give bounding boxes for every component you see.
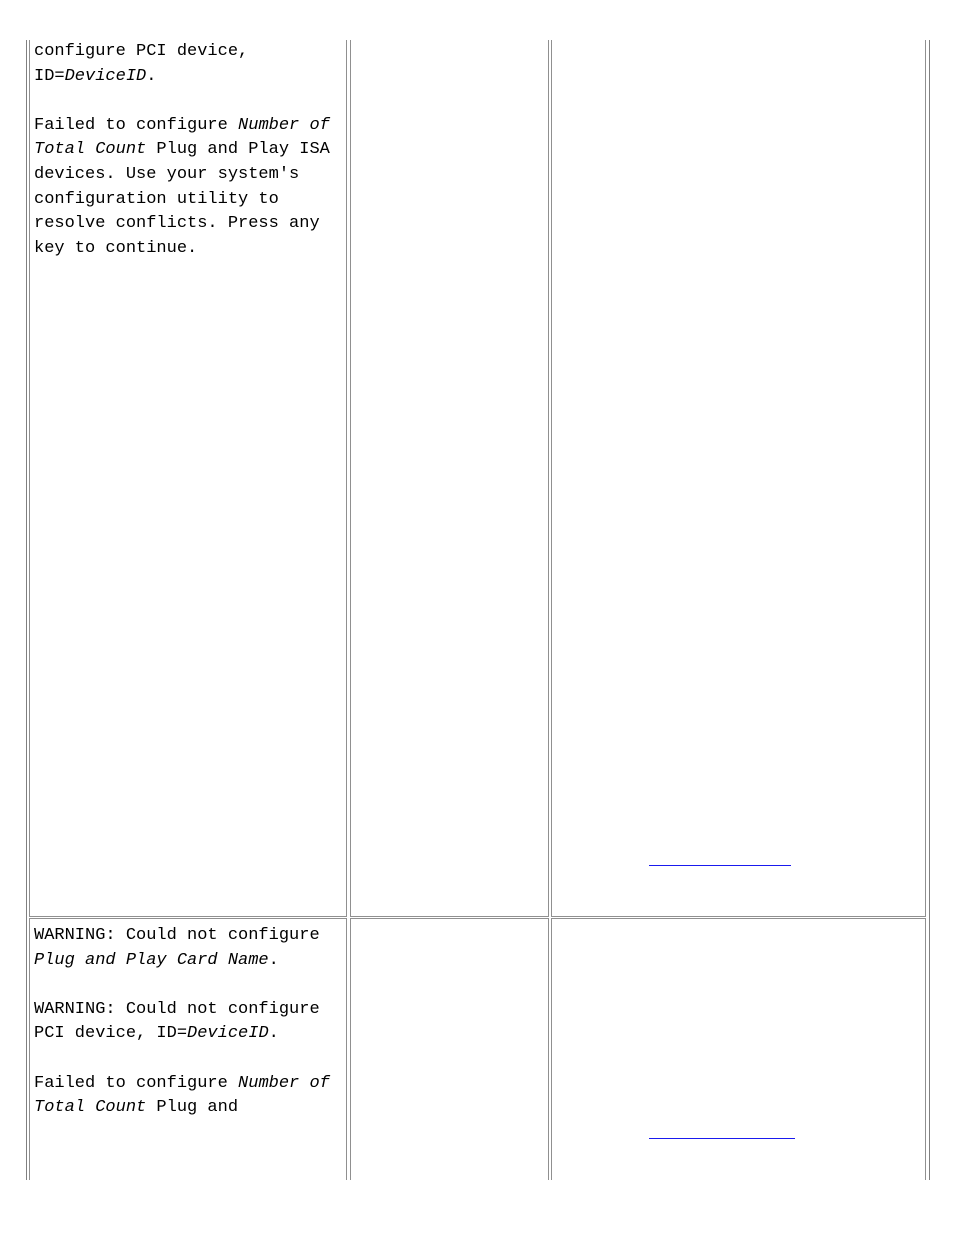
warn1-suffix: . bbox=[268, 950, 279, 970]
pci-id-variable: DeviceID bbox=[64, 66, 147, 86]
card-name-variable: Plug and Play Card Name bbox=[34, 950, 269, 970]
failed2-prefix: Failed to configure bbox=[34, 1073, 239, 1093]
row1-message-text bbox=[34, 40, 346, 261]
failed2-count-variable: Number of Total Count bbox=[34, 1073, 330, 1118]
warning-plug-and-play-message bbox=[34, 924, 346, 973]
failed-prefix: Failed to configure bbox=[34, 115, 239, 135]
pci-device-message bbox=[34, 40, 346, 89]
failed-rest: Plug and Play ISA devices. Use your system's configuration utility to resolve conflicts. Press any key to continue. bbox=[34, 140, 330, 258]
pci-id-suffix: . bbox=[146, 66, 157, 86]
row1-link[interactable] bbox=[649, 865, 791, 866]
table-cell-col3-row1 bbox=[551, 40, 926, 917]
warn2-prefix: WARNING: Could not configure PCI device, ID= bbox=[34, 999, 320, 1044]
warn2-suffix: . bbox=[268, 1024, 279, 1044]
table-cell-col3-row2 bbox=[551, 918, 926, 1180]
row2-link[interactable] bbox=[649, 1138, 795, 1139]
failed2-rest: Plug and bbox=[146, 1098, 239, 1118]
pci-line: configure PCI device, bbox=[34, 42, 249, 61]
table-cell-col2-row2 bbox=[350, 918, 549, 1180]
failed-configure-message bbox=[34, 114, 346, 262]
warning-pci-message bbox=[34, 998, 346, 1047]
warn1-prefix: WARNING: Could not configure bbox=[34, 926, 320, 945]
failed-configure-message-2 bbox=[34, 1072, 346, 1121]
device-id-variable: DeviceID bbox=[187, 1024, 269, 1044]
pci-id-prefix: ID= bbox=[34, 66, 65, 86]
failed-count-variable: Number of Total Count bbox=[34, 115, 330, 160]
table-cell-col2-row1 bbox=[350, 40, 549, 917]
row2-message-text bbox=[34, 924, 346, 1121]
